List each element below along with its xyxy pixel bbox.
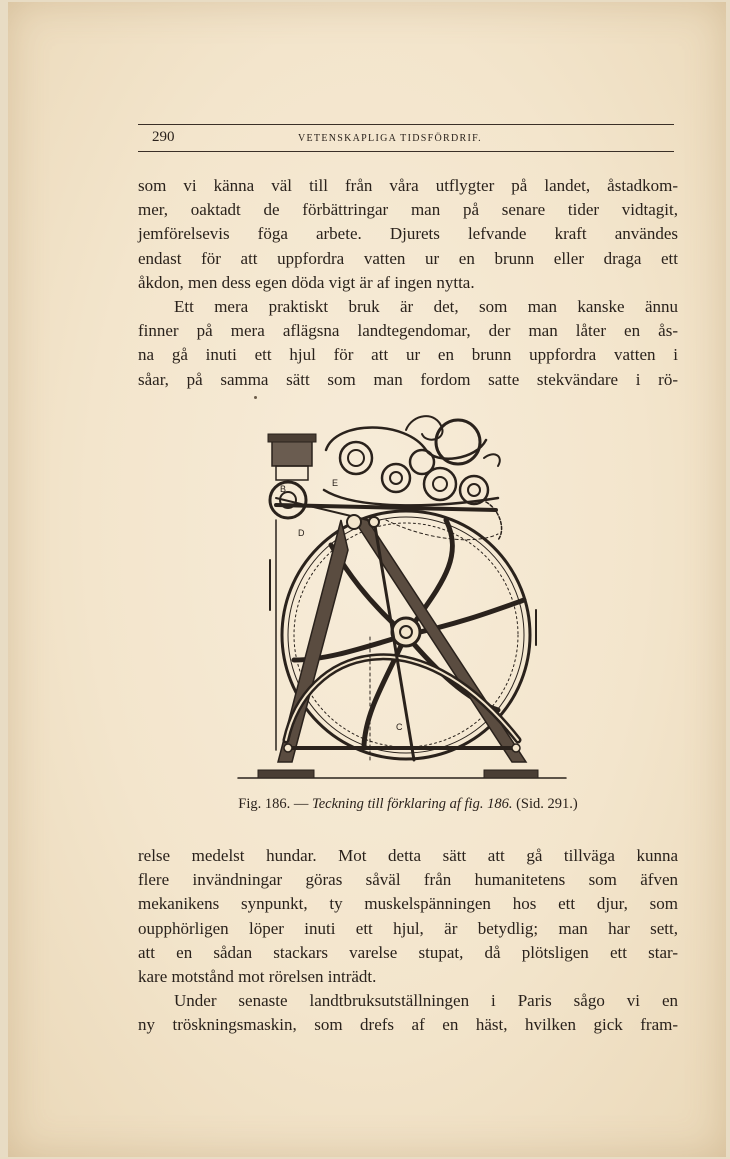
text-line: ny tröskningsmaskin, som drefs af en häst, hvilken gick fram- <box>138 1015 678 1035</box>
label-c: C <box>396 722 403 732</box>
caption-prefix: Fig. 186. — <box>238 796 309 812</box>
text-line: relse medelst hundar. Mot detta sätt att gå tillväga kunna <box>138 846 678 865</box>
caption-title: Teckning till förklaring af fig. 186. <box>312 796 513 812</box>
text-line: flere invändningar göras såväl från humanitetens som äfven <box>138 870 678 890</box>
running-header <box>138 120 674 154</box>
text-line: na gå inuti ett hjul för att ur en brunn uppfordra vatten i <box>138 345 678 365</box>
header-rule-top <box>138 124 674 125</box>
text-line: oupphörligen löper inuti ett hjul, är betydlig; man har sett, <box>138 918 678 938</box>
text-line: jemförelsevis föga arbete. Djurets lefvande kraft användes <box>138 224 678 244</box>
body-text-bottom <box>138 844 678 1038</box>
figure-caption <box>138 796 678 813</box>
caption-ref: (Sid. 291.) <box>516 796 578 812</box>
text-line: Ett mera praktiskt bruk är det, som man kanske ännu <box>174 297 678 317</box>
text-line: att en sådan stackars varelse stupat, då plötsligen ett star- <box>138 942 678 962</box>
text-line: Under senaste landtbruksutställningen i Paris sågo vi en <box>174 991 678 1011</box>
body-text-top <box>138 174 678 392</box>
text-line: såar, på samma sätt som man fordom satte stekvändare i rö- <box>138 369 678 389</box>
text-line: mekanikens synpunkt, ty muskelspänningen hos ett djur, som <box>138 894 678 914</box>
label-d: D <box>298 528 305 538</box>
treadwheel-engraving <box>236 410 572 785</box>
header-rule-bottom <box>138 151 674 152</box>
text-line: finner på mera aflägsna landtegendomar, der man låter en ås- <box>138 321 678 341</box>
label-b: B <box>280 484 287 494</box>
text-line: endast för att uppfordra vatten ur en brunn eller draga ett <box>138 248 678 268</box>
running-title: VETENSKAPLIGA TIDSFÖRDRIF. <box>298 133 482 144</box>
text-line: åkdon, men dess egen döda vigt är af ingen nytta. <box>138 272 475 292</box>
paper-speck <box>254 396 257 399</box>
text-line: som vi känna väl till från våra utflygter på landet, åstadkom- <box>138 176 678 195</box>
page <box>8 2 726 1157</box>
page-number: 290 <box>152 129 175 145</box>
label-e: E <box>332 478 339 488</box>
text-line: mer, oaktadt de förbättringar man på senare tider vidtagit, <box>138 200 678 220</box>
text-line: kare motstånd mot rörelsen inträdt. <box>138 967 377 987</box>
